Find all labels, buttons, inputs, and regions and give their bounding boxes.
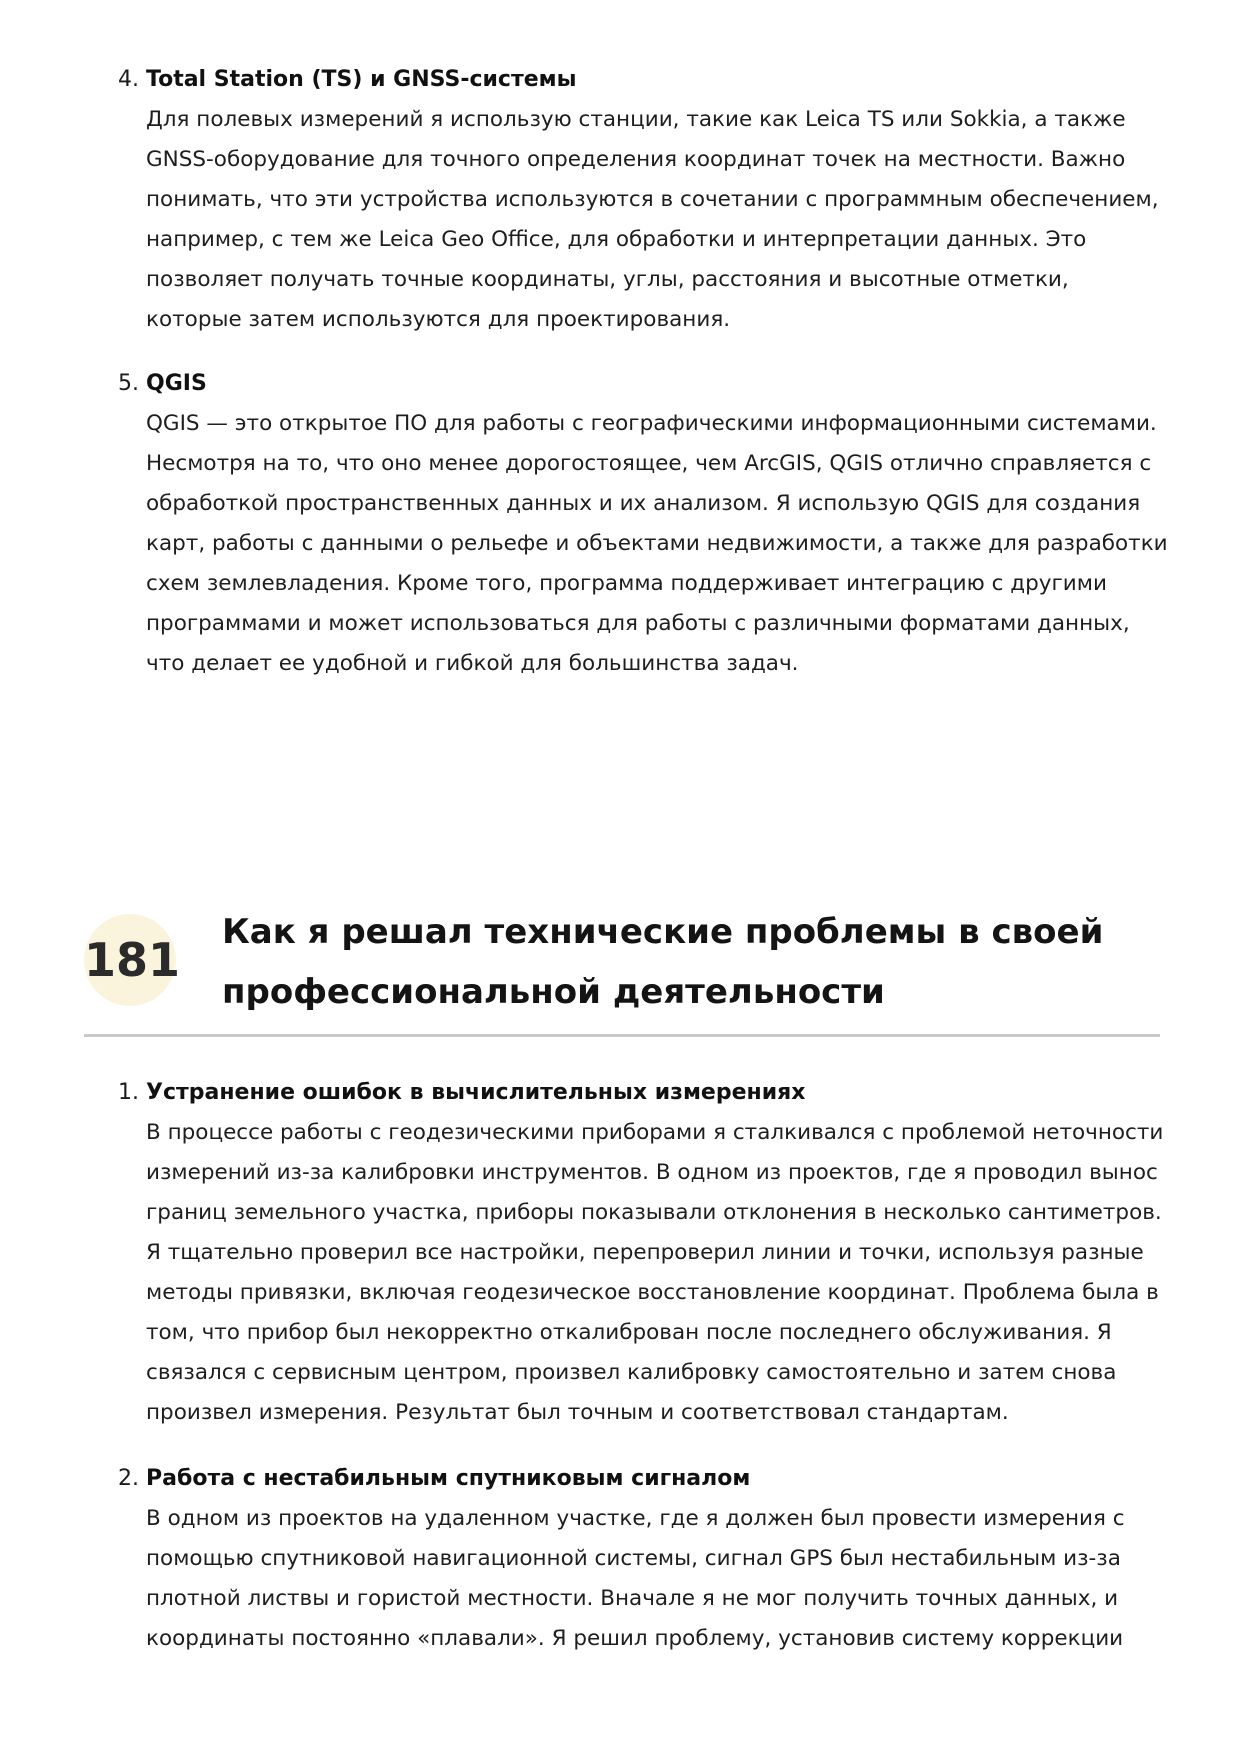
list-item-number: 2. [118, 1466, 139, 1491]
section-title: Как я решал технические проблемы в своей профессиональной деятельности [222, 912, 1104, 1012]
list-item-text: В одном из проектов на удаленном участке, где я должен был провести измерения с помощью спутниковой навигационной системы, сигнал GPS был нестабильным из-за плотной листвы и гористой местности. Вначале я не мог получить точных данных, и координаты постоянно «плавали». Я решил проблему, установив систему коррекции [146, 1506, 1125, 1651]
list-item [118, 1073, 1168, 1433]
section-number-badge: 181 [84, 914, 176, 1006]
list-item-title: Устранение ошибок в вычислительных измерениях [146, 1080, 806, 1105]
list-item-text: В процессе работы с геодезическими приборами я сталкивался с проблемой неточности измерений из-за калибровки инструментов. В одном из проектов, где я проводил вынос границ земельного участка, приборы показывали отклонения в несколько сантиметров. Я тщательно проверил все настройки, перепроверил линии и точки, используя разные методы привязки, включая геодезическое восстановление координат. Проблема была в том, что прибор был некорректно откалиброван после последнего обслуживания. Я связался с сервисным центром, произвел калибровку самостоятельно и затем снова произвел измерения. Результат был точным и соответствовал стандартам. [146, 1120, 1164, 1425]
list-item [118, 1459, 1168, 1659]
list-item [118, 364, 1168, 684]
list-item-title: Total Station (TS) и GNSS-системы [146, 67, 577, 92]
section-header [84, 894, 1160, 1037]
list-item-number: 1. [118, 1080, 139, 1105]
list-item-text: Для полевых измерений я использую станции, такие как Leica TS или Sokkia, а также GNSS-оборудование для точного определения координат точек на местности. Важно понимать, что эти устройства используются в сочетании с программным обеспечением, например, с тем же Leica Geo Office, для обработки и интерпретации данных. Это позволяет получать точные координаты, углы, расстояния и высотные отметки, которые затем используются для проектирования. [146, 107, 1159, 332]
list-item-title: Работа с нестабильным спутниковым сигналом [146, 1466, 751, 1491]
equipment-list [118, 60, 1168, 684]
list-item-title: QGIS [146, 371, 207, 396]
list-item [118, 60, 1168, 340]
list-item-text: QGIS — это открытое ПО для работы с географическими информационными системами. Несмотря на то, что оно менее дорогостоящее, чем ArcGIS, QGIS отлично справляется с обработкой пространственных данных и их анализом. Я использую QGIS для создания карт, работы с данными о рельефе и объектами недвижимости, а также для разработки схем землевладения. Кроме того, программа поддерживает интеграцию с другими программами и может использоваться для работы с различными форматами данных, что делает ее удобной и гибкой для большинства задач. [146, 411, 1168, 676]
list-item-number: 4. [118, 67, 139, 92]
list-item-number: 5. [118, 371, 139, 396]
problems-list [118, 1073, 1168, 1659]
